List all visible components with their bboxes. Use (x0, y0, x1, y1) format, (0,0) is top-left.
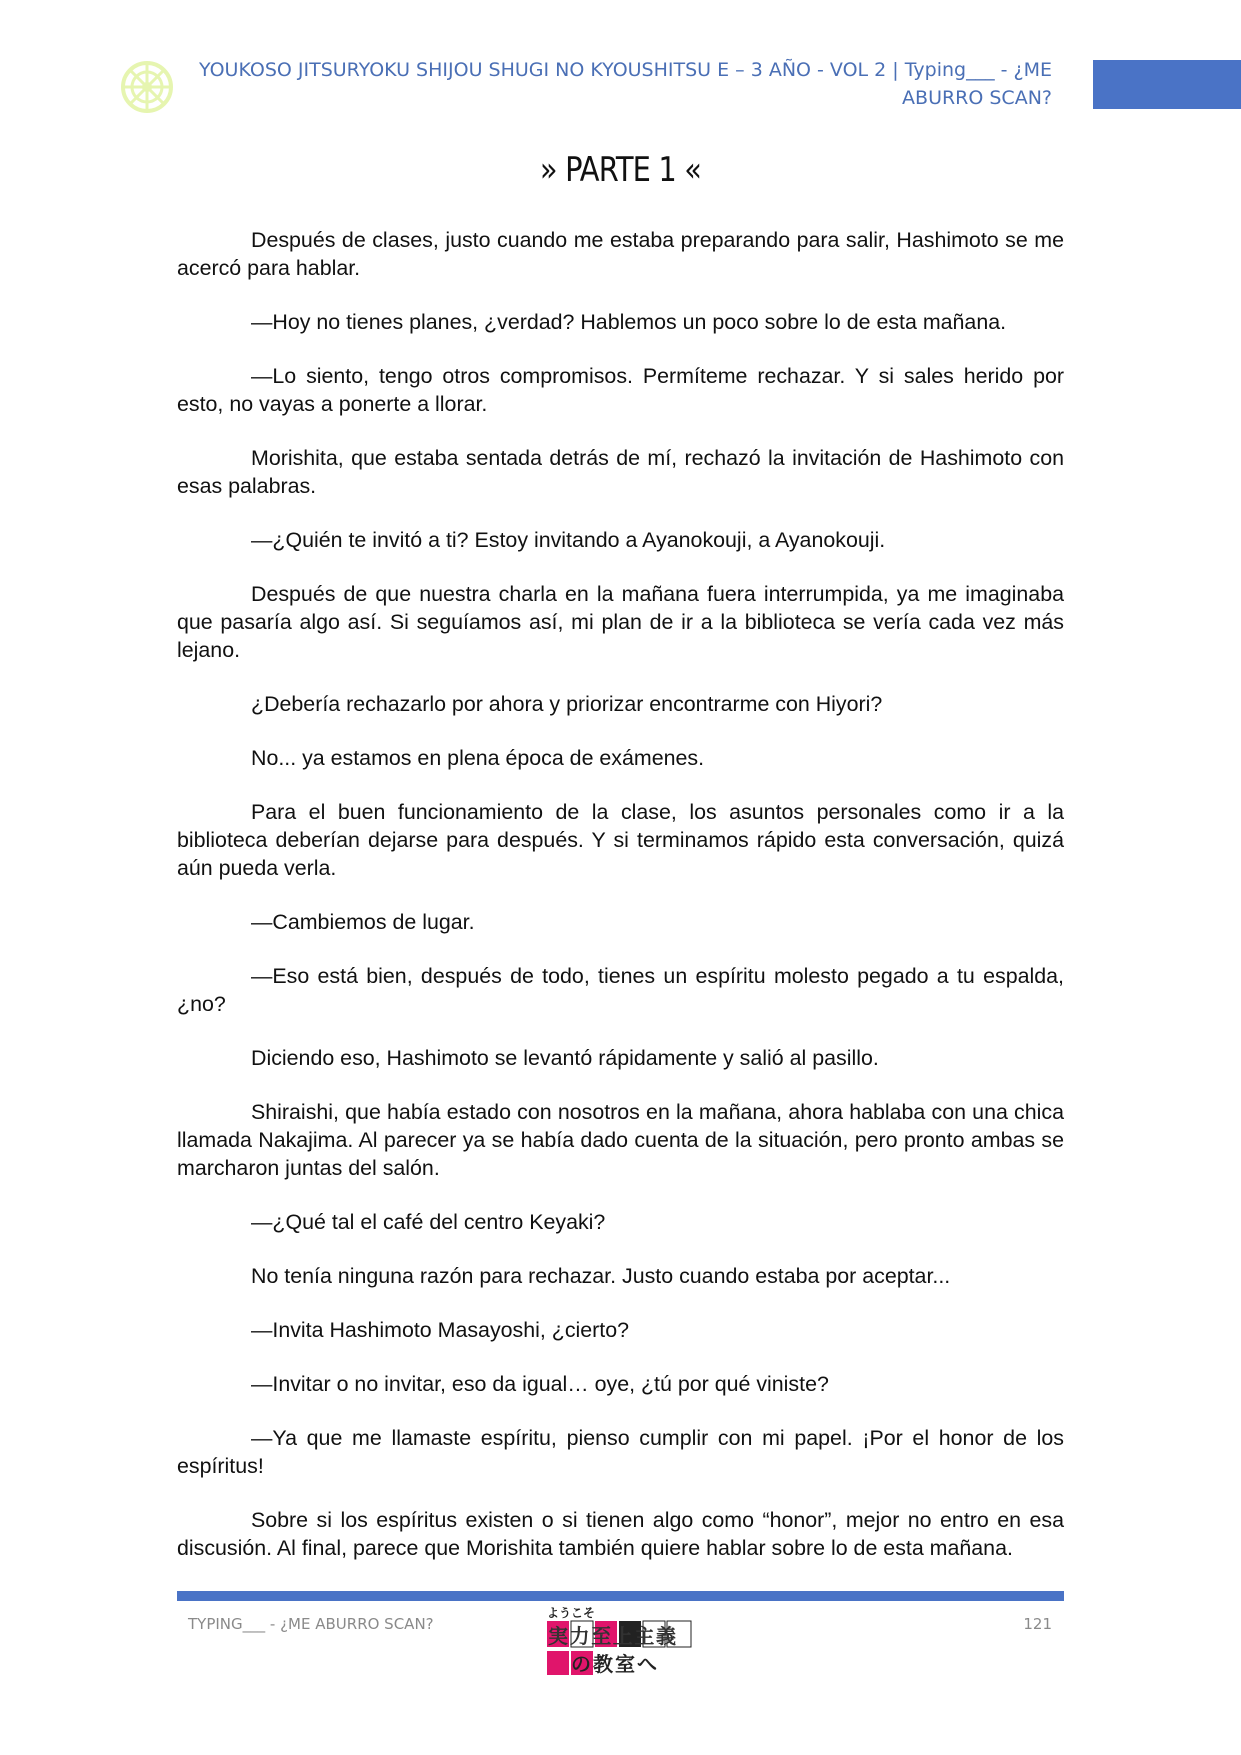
paragraph: Sobre si los espíritus existen o si tienen algo como “honor”, mejor no entro en esa discusión. Al final, parece que Morishita también quiere hablar sobre lo de esta mañana. (177, 1508, 1064, 1560)
paragraph: No tenía ninguna razón para rechazar. Justo cuando estaba por aceptar... (251, 1264, 951, 1288)
paragraph: —Lo siento, tengo otros compromisos. Permíteme rechazar. Y si sales herido por esto, no vayas a ponerte a llorar. (177, 364, 1064, 416)
footer-divider (177, 1591, 1064, 1601)
logo-middle-text: 実力至上主義 (548, 1624, 678, 1648)
paragraph: —Hoy no tienes planes, ¿verdad? Hablemos un poco sobre lo de esta mañana. (251, 310, 1007, 334)
paragraph: Para el buen funcionamiento de la clase, los asuntos personales como ir a la biblioteca deberían dejarse para después. Y si terminamos rápido esta conversación, quizá aún pueda verla. (177, 800, 1064, 880)
logo-bottom-text: の教室へ (571, 1652, 659, 1676)
paragraph: —Ya que me llamaste espíritu, pienso cumplir con mi papel. ¡Por el honor de los espíritus! (177, 1426, 1064, 1478)
paragraph: Después de clases, justo cuando me estaba preparando para salir, Hashimoto se me acercó para hablar. (177, 228, 1064, 280)
paragraph: No... ya estamos en plena época de exámenes. (251, 746, 705, 770)
page-number: 121 (1023, 1615, 1052, 1633)
paragraph: —Invitar o no invitar, eso da igual… oye, ¿tú por qué viniste? (251, 1372, 829, 1396)
paragraph: ¿Debería rechazarlo por ahora y priorizar encontrarme con Hiyori? (251, 692, 883, 716)
paragraph: —¿Qué tal el café del centro Keyaki? (251, 1210, 606, 1234)
paragraph: —Invita Hashimoto Masayoshi, ¿cierto? (251, 1318, 630, 1342)
part-title: » PARTE 1 « (539, 150, 702, 190)
paragraph: —¿Quién te invitó a ti? Estoy invitando a Ayanokouji, a Ayanokouji. (251, 528, 886, 552)
paragraph: Shiraishi, que había estado con nosotros en la mañana, ahora hablaba con una chica llamada Nakajima. Al parecer ya se había dado cuenta de la situación, pero pronto ambas se marcharon juntas del salón. (177, 1100, 1064, 1180)
header-accent-bar (1093, 60, 1241, 109)
header-title: YOUKOSO JITSURYOKU SHIJOU SHUGI NO KYOUSHITSU E – 3 AÑO - VOL 2 | Typing___ - ¿ME ABURRO SCAN? (199, 59, 1052, 109)
circular-emblem-icon (120, 60, 174, 114)
paragraph: —Cambiemos de lugar. (251, 910, 475, 934)
paragraph: Diciendo eso, Hashimoto se levantó rápidamente y salió al pasillo. (251, 1046, 879, 1070)
paragraph: —Eso está bien, después de todo, tienes un espíritu molesto pegado a tu espalda, ¿no? (177, 964, 1064, 1016)
logo-top-text: ようこそ (547, 1606, 596, 1620)
paragraph: Después de que nuestra charla en la mañana fuera interrumpida, ya me imaginaba que pasaría algo así. Si seguíamos así, mi plan de ir a la biblioteca se vería cada vez más lejano. (177, 582, 1064, 662)
paragraph: Morishita, que estaba sentada detrás de mí, rechazó la invitación de Hashimoto con esas palabras. (177, 446, 1064, 498)
body-text (177, 226, 1064, 1588)
footer-credit: TYPING___ - ¿ME ABURRO SCAN? (188, 1615, 434, 1633)
series-logo (547, 1605, 693, 1677)
